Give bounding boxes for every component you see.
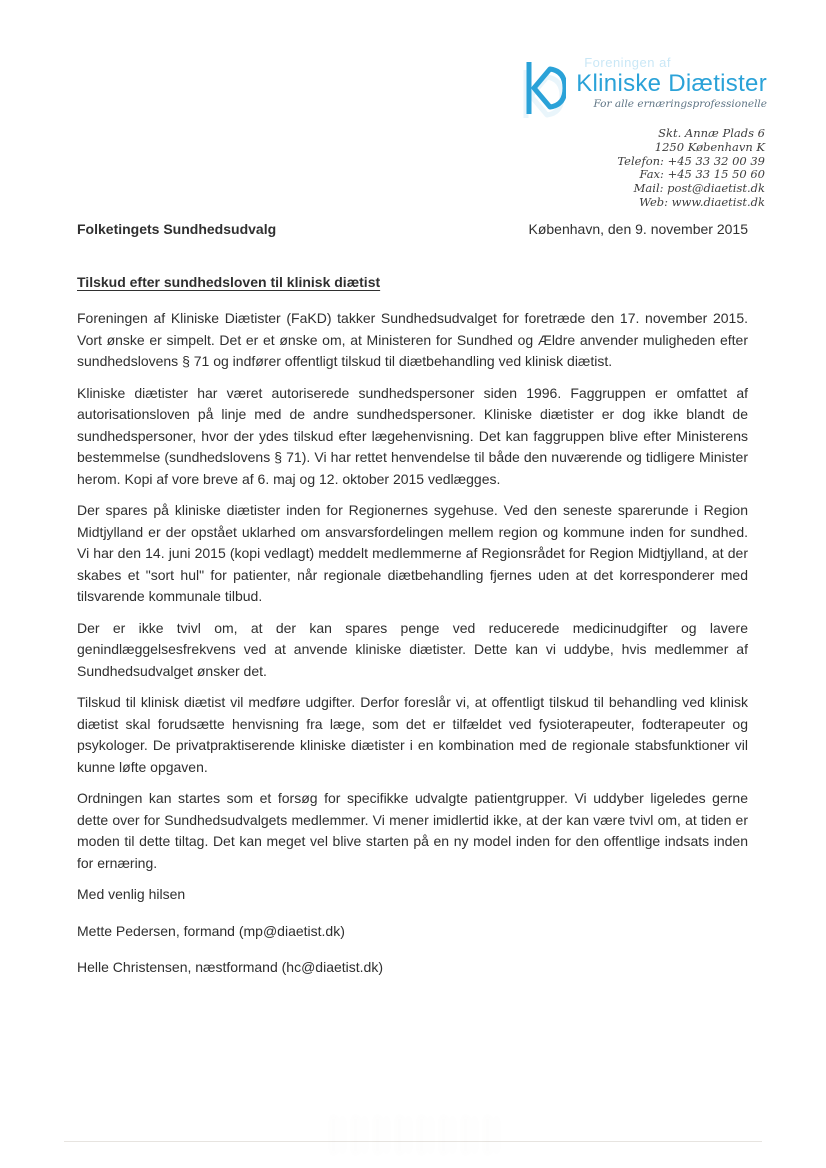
paragraph: Der er ikke tvivl om, at der kan spares penge ved reducerede medicinudgifter og lavere genindlæggelsesfrekvens ved at anvende kliniske diætister. Dette kan vi uddybe, hvis medlemmer af Sundhedsudvalget ønsker det. (77, 619, 748, 679)
org-name: Kliniske Diætister (576, 70, 767, 97)
closing: Med venlig hilsen (77, 886, 186, 902)
contact-address-line: Skt. Annæ Plads 6 (658, 126, 765, 140)
org-logo-text (576, 57, 767, 110)
letter-body (77, 308, 748, 994)
org-prefix-faint: Foreningen af (584, 55, 671, 70)
kd-monogram-icon (522, 60, 566, 118)
contact-mail-line: Mail: post@diaetist.dk (633, 181, 765, 196)
org-logo (522, 57, 767, 118)
paragraph: Ordningen kan startes som et forsøg for specifikke udvalgte patientgrupper. Vi uddyber ligeledes gerne dette over for Sundhedsudvalgets medlemmer. Vi mener imidlertid ikke, at der kan være tvivl om, at tiden er moden til dette tiltag. Det kan meget vel blive starten på en ny model inden for den offentlige indsats inden for ernæring. (77, 790, 748, 871)
contact-block (617, 127, 765, 210)
dateline: København, den 9. november 2015 (528, 221, 748, 237)
contact-city-line: 1250 København K (654, 139, 765, 154)
footer-watermark (332, 1116, 502, 1154)
paragraph: Tilskud til klinisk diætist vil medføre udgifter. Derfor foreslår vi, at offentligt tilskud til behandling ved klinisk diætist skal forudsætte henvisning fra læge, som det er tilfældet ved fysioterapeuter, fodterapeuter og psykologer. De privatpraktiserende kliniske diætister i en kombination med de regionale stabsfunktioner vil kunne løfte opgaven. (77, 694, 748, 775)
signature-chairman: Mette Pedersen, formand (mp@diaetist.dk) (77, 922, 345, 939)
paragraph: Der spares på kliniske diætister inden for Regionernes sygehuse. Ved den seneste sparerunde i Region Midtjylland er der opstået uklarhed om ansvarsfordelingen mellem region og kommune inden for sundhed. Vi har den 14. juni 2015 (kopi vedlagt) meddelt medlemmerne af Regionsrådet for Region Midtjylland, at der skabes et "sort hul" for patienter, når regionale diætbehandling fjernes uden at det korresponderer med tilsvarende kommunale tilbud. (77, 502, 748, 604)
signature-vice-chairman: Helle Christensen, næstformand (hc@diaetist.dk) (77, 959, 384, 975)
subject-heading: Tilskud efter sundhedsloven til klinisk diætist (77, 274, 381, 290)
meta-row (77, 221, 748, 237)
contact-web-line: Web: www.diaetist.dk (639, 194, 765, 209)
org-tagline: For alle ernæringsprofessionelle (593, 98, 767, 110)
contact-phone-line: Telefon: +45 33 32 00 39 (617, 153, 765, 168)
paragraph: Foreningen af Kliniske Diætister (FaKD) takker Sundhedsudvalget for foretræde den 17. november 2015. Vort ønske er simpelt. Det er et ønske om, at Ministeren for Sundhed og Ældre anvender muligheden efter sundhedslovens § 71 og indfører offentligt tilskud til diætbehandling ved klinisk diætist. (77, 310, 748, 369)
recipient: Folketingets Sundhedsudvalg (77, 221, 277, 237)
paragraph: Kliniske diætister har været autoriserede sundhedspersoner siden 1996. Faggruppen er omfattet af autorisationsloven på linje med de andre sundhedspersoner. Kliniske diætister er dog ikke blandt de sundhedspersoner, hvor der ydes tilskud efter lægehenvisning. Det kan faggruppen blive efter Ministerens bestemmelse (sundhedslovens § 71). Vi har rettet henvendelse til både den nuværende og tidligere Minister herom. Kopi af vore breve af 6. maj og 12. oktober 2015 vedlægges. (77, 384, 748, 487)
contact-fax-line: Fax: +45 33 15 50 60 (639, 167, 765, 182)
